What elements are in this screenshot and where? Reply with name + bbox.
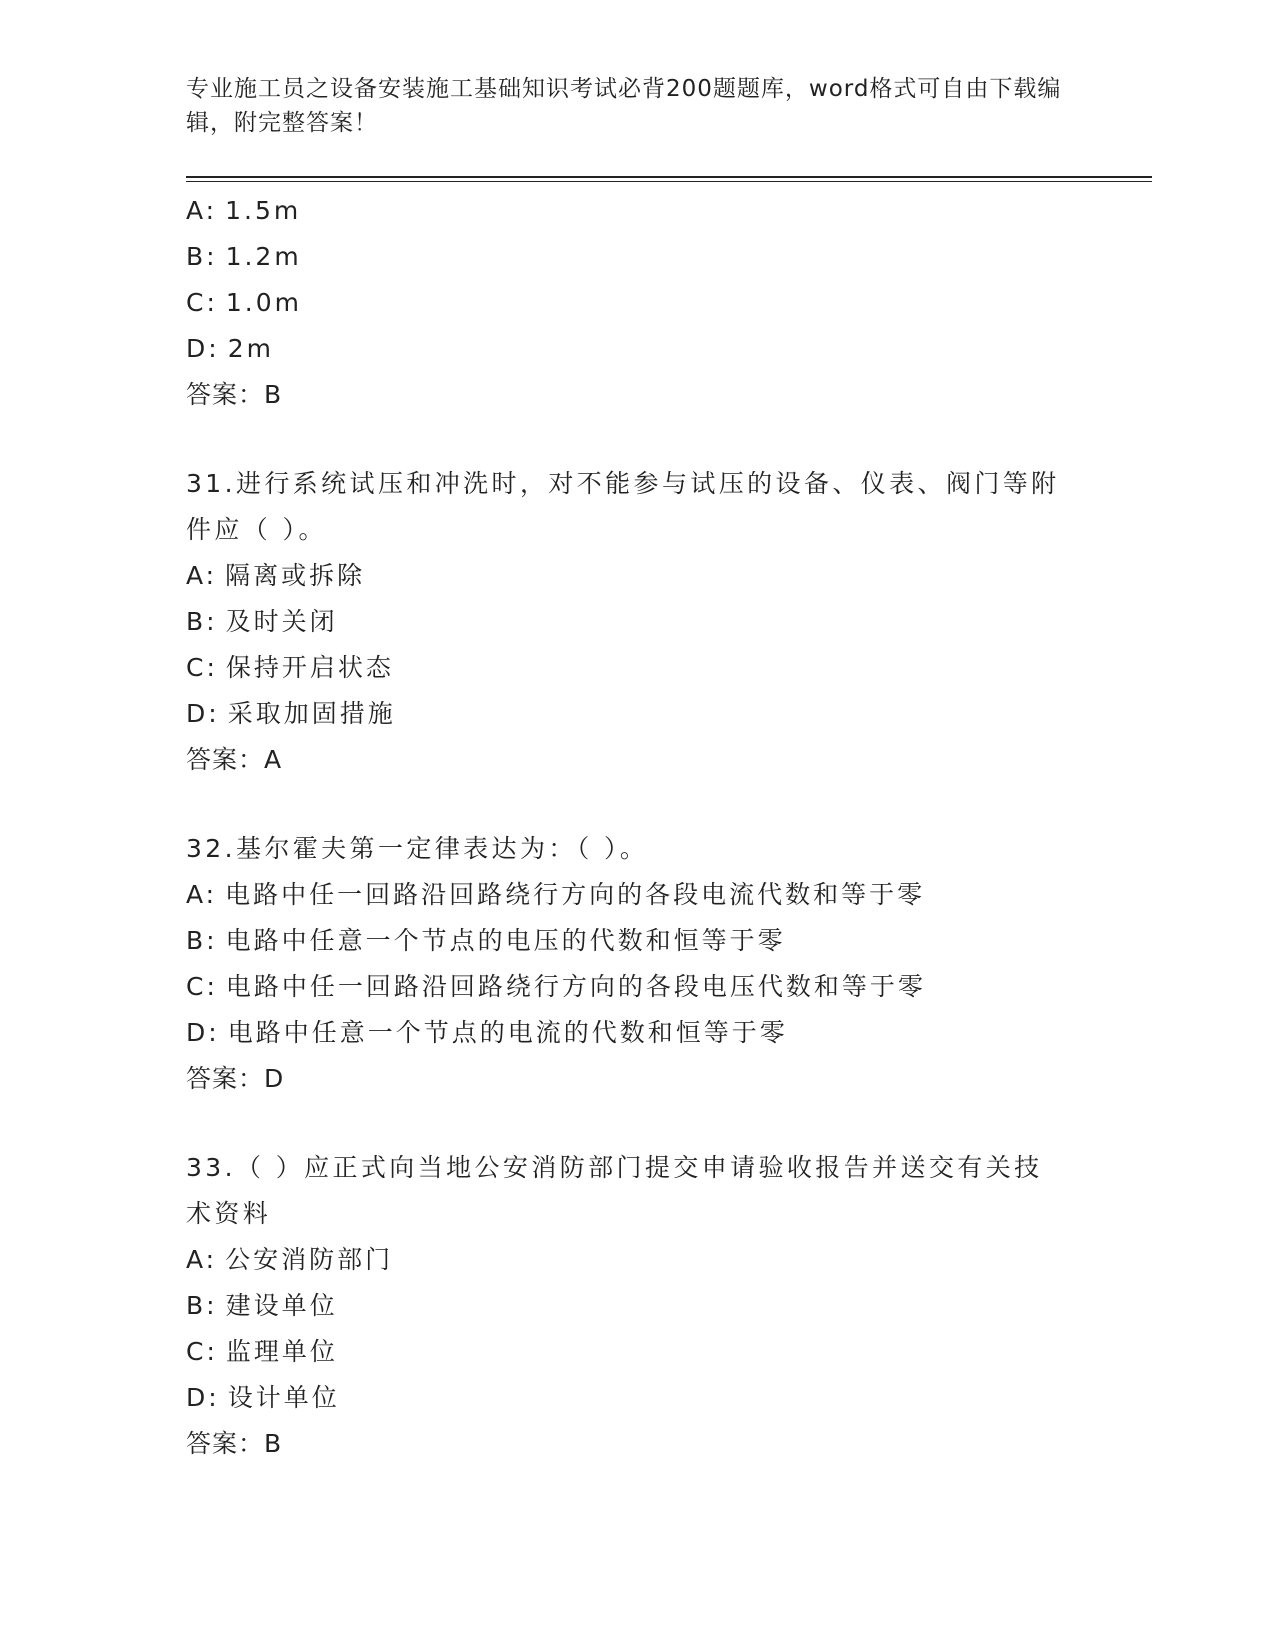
question-stem: 32.基尔霍夫第一定律表达为：（ ）。	[186, 834, 649, 863]
option-b: B: 1.2m	[186, 242, 302, 271]
option-a: A: 隔离或拆除	[186, 561, 366, 590]
option-a: A: 电路中任一回路沿回路绕行方向的各段电流代数和等于零	[186, 880, 926, 909]
question-block-33	[186, 1145, 1086, 1467]
option-d: D: 2m	[186, 334, 274, 363]
option-c: C: 监理单位	[186, 1337, 338, 1366]
question-block-32	[186, 826, 1086, 1102]
option-a: A: 1.5m	[186, 196, 302, 225]
option-c: C: 保持开启状态	[186, 653, 394, 682]
option-b: B: 建设单位	[186, 1291, 338, 1320]
option-a: A: 公安消防部门	[186, 1245, 394, 1274]
question-block-31	[186, 461, 1086, 783]
header-divider-thin	[186, 181, 1152, 182]
answer-line: 答案：D	[186, 1064, 285, 1093]
document-title: 专业施工员之设备安装施工基础知识考试必背200题题库，word格式可自由下载编辑，附完整答案！	[186, 76, 1062, 136]
option-b: B: 及时关闭	[186, 607, 338, 636]
answer-line: 答案：A	[186, 745, 283, 774]
question-stem: 31.进行系统试压和冲洗时，对不能参与试压的设备、仪表、阀门等附件应（ ）。	[186, 469, 1060, 544]
option-d: D: 设计单位	[186, 1383, 340, 1412]
header-divider-thick	[186, 176, 1152, 178]
option-c: C: 1.0m	[186, 288, 303, 317]
question-list	[186, 188, 1086, 1467]
option-b: B: 电路中任意一个节点的电压的代数和恒等于零	[186, 926, 786, 955]
option-d: D: 采取加固措施	[186, 699, 396, 728]
question-stem: 33.（ ）应正式向当地公安消防部门提交申请验收报告并送交有关技术资料	[186, 1153, 1043, 1228]
option-c: C: 电路中任一回路沿回路绕行方向的各段电压代数和等于零	[186, 972, 926, 1001]
answer-line: 答案：B	[186, 1429, 283, 1458]
answer-line: 答案：B	[186, 380, 283, 409]
question-block-continued	[186, 188, 1086, 418]
option-d: D: 电路中任意一个节点的电流的代数和恒等于零	[186, 1018, 788, 1047]
